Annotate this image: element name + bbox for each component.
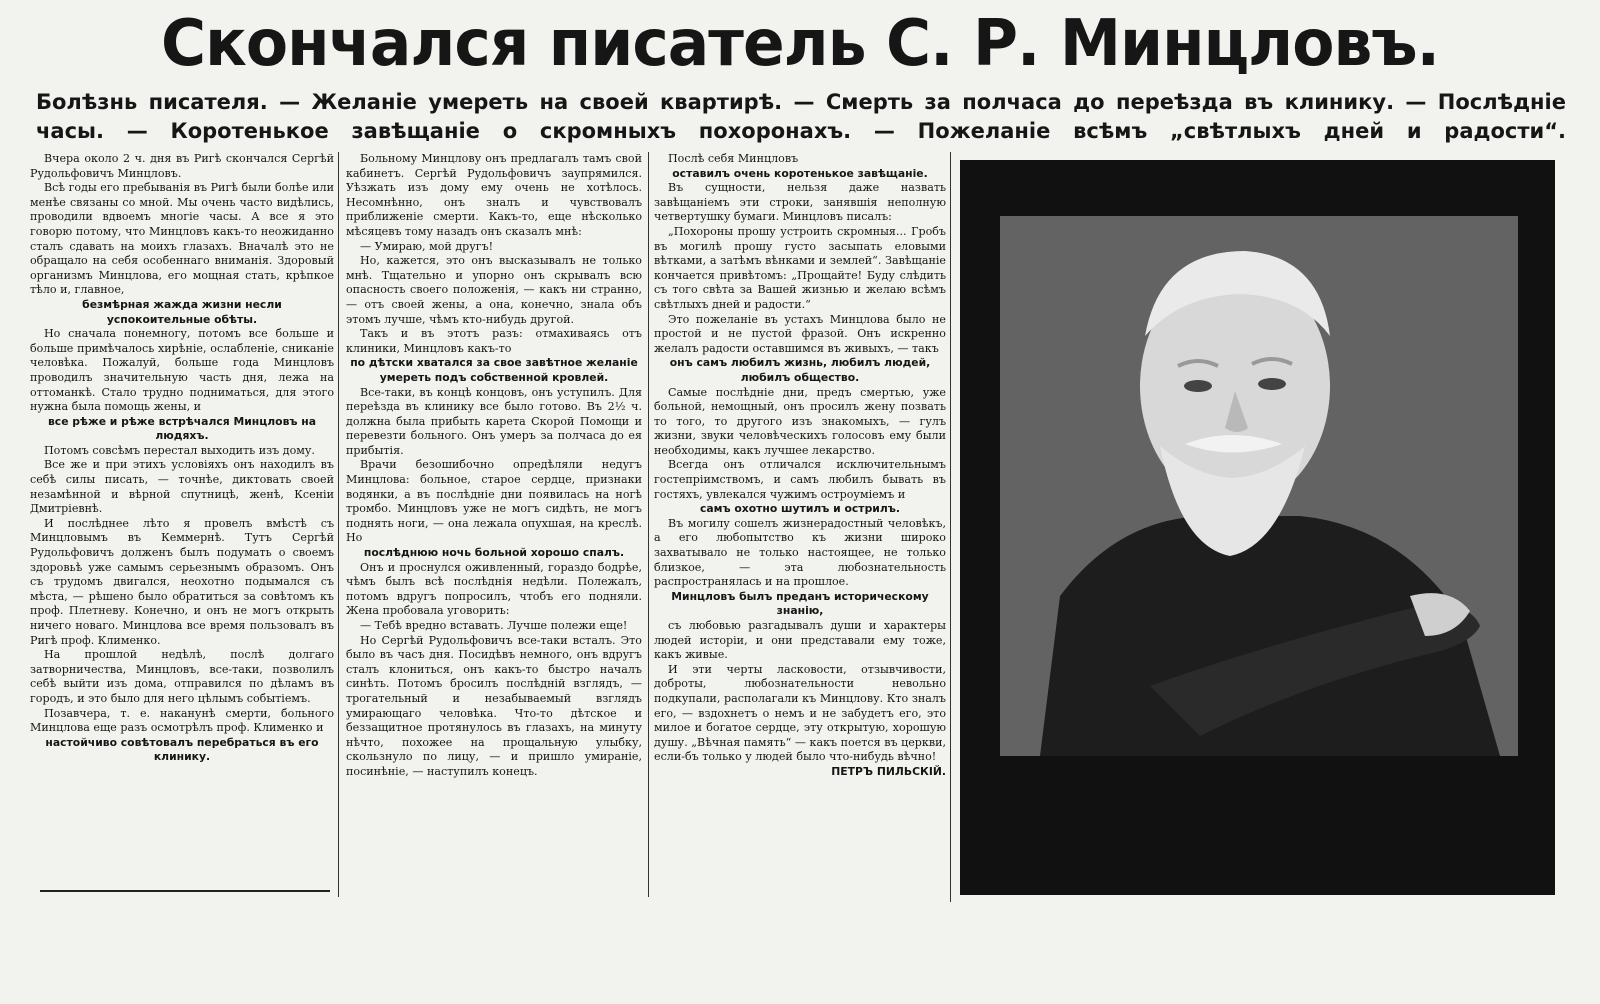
paragraph: Все-таки, въ концѣ концовъ, онъ уступилъ. Для переѣзда въ клинику все было готово. Въ 2½ ч. должна была прибыть карета Скорой Помощи и перевезти больного. Онъ умеръ за полчаса до ея прибытія. (346, 385, 642, 457)
paragraph: На прошлой недѣлѣ, послѣ долгаго затворничества, Минцловъ, все-таки, позволилъ себѣ выйти изъ дома, отправился по дѣламъ въ городъ, и это было для него цѣлымъ событіемъ. (30, 648, 334, 705)
paragraph: Позавчера, т. е. наканунѣ смерти, больного Минцлова еще разъ осмотрѣлъ проф. Клименко и (30, 706, 334, 735)
paragraph: Но Сергѣй Рудольфовичъ все-таки всталъ. Это было въ часъ дня. Посидѣвъ немного, онъ вдругъ сталъ клониться, онъ какъ-то быстро началъ синѣть. Потомъ бросилъ послѣдній взглядъ, — трогательный и незабываемый взглядъ умирающаго человѣка. Что-то дѣтское и беззащитное протянулось въ глазахъ, на минуту нѣчто, похожее на прощальную улыбку, скользнуло по лицу, — и пришло умираніе, посинѣніе, — наступилъ конецъ. (346, 633, 642, 778)
article-column-2 (346, 152, 642, 897)
paragraph: Это пожеланіе въ устахъ Минцлова было не простой и не пустой фразой. Онъ искренно желалъ радости оставшимся въ живыхъ, — такъ (654, 312, 946, 355)
paragraph: съ любовью разгадывалъ души и характеры людей исторіи, и они представали ему тоже, какъ живые. (654, 619, 946, 662)
paragraph: Врачи безошибочно опредѣляли недугъ Минцлова: больное, старое сердце, признаки водянки, а въ послѣдніе дни появилась на ногѣ тромбо. Минцловъ уже не могъ сидѣть, не могъ поднять ноги, — она лежала опухшая, на креслѣ. Но (346, 458, 642, 545)
bold-paragraph: онъ самъ любилъ жизнь, любилъ людей, любилъ общество. (669, 356, 931, 384)
paragraph: Вчера около 2 ч. дня въ Ригѣ скончался Сергѣй Рудольфовичъ Минцловъ. (30, 152, 334, 180)
paragraph: Потомъ совсѣмъ перестал выходить изъ дому. (44, 443, 315, 457)
paragraph: Самые послѣдніе дни, предъ смертью, уже больной, немощный, онъ просилъ жену позвать то того, то другого изъ знакомыхъ, — гулъ жизни, звуки человѣческихъ голосовъ ему были необходимы, какъ лучшее лекарство. (654, 385, 946, 457)
paragraph: Но сначала понемногу, потомъ все больше и больше примѣчалось хирѣніе, ослабленіе, сниканіе человѣка. Пожалуй, больше года Минцловъ проводилъ значительную часть дня, лежа на оттоманкѣ. Стало трудно подниматься, для этого нужна была помощь жены, и (30, 327, 334, 414)
paragraph: И послѣднее лѣто я провелъ вмѣстѣ съ Минцловымъ въ Кеммернѣ. Тутъ Сергѣй Рудольфовичъ долженъ былъ подумать о своемъ здоровьѣ уже самымъ серьезнымъ образомъ. Онъ съ трудомъ двигался, неохотно подымался съ мѣста, — рѣшено было обратиться за совѣтомъ къ проф. Плетневу. Конечно, и онъ не могъ открыть ничего новаго. Минцлова все время пользовалъ въ Ригѣ проф. Клименко. (30, 516, 334, 647)
paragraph: Послѣ себя Минцловъ (668, 152, 799, 165)
bold-paragraph: самъ охотно шутилъ и острилъ. (699, 502, 900, 516)
paragraph: Такъ и въ этотъ разъ: отмахиваясь отъ клиники, Минцловъ какъ-то (346, 327, 642, 355)
portrait-frame (960, 160, 1555, 895)
subheadline: Болѣзнь писателя. — Желаніе умереть на своей квартирѣ. — Смерть за полчаса до переѣзда въ клинику. — Послѣдніе часы. — Коротенькое завѣщаніе о скромныхъ похоронахъ. — Пожеланіе всѣмъ „свѣтлыхъ дней и радости“. (36, 90, 1566, 143)
bold-paragraph: послѣднюю ночь больной хорошо спалъ. (363, 546, 625, 560)
column-divider (338, 152, 339, 897)
bold-paragraph: безмѣрная жажда жизни несли успокоительные обѣты. (82, 297, 282, 326)
paragraph: Больному Минцлову онъ предлагалъ тамъ свой кабинетъ. Сергѣй Рудольфовичъ заупрямился. Уѣзжать изъ дому ему очень не хотѣлось. Несомнѣнно, онъ зналъ и чувствовалъ приближеніе смерти. Какъ-то, еще нѣсколько мѣсяцевъ тому назадъ онъ сказалъ мнѣ: (346, 152, 642, 238)
column-divider (950, 152, 951, 902)
bold-paragraph: Минцловъ былъ преданъ историческому знанію, (671, 589, 929, 618)
paragraph: Все же и при этихъ условіяхъ онъ находилъ въ себѣ силы писать, — точнѣе, диктовать своей незамѣнной и вѣрной спутницѣ, женѣ, Ксеніи Дмитріевнѣ. (30, 458, 334, 516)
headline: Скончался писатель С. Р. Минцловъ. (161, 7, 1439, 81)
bold-paragraph: все рѣже и рѣже встрѣчался Минцловъ на людяхъ. (47, 414, 317, 443)
paragraph: Всегда онъ отличался исключительнымъ гостепріимствомъ, и самъ любилъ бывать въ гостяхъ, увлекался чужимъ остроуміемъ и (654, 458, 946, 501)
paragraph: Всѣ годы его пребыванія въ Ригѣ были болѣе или менѣе связаны со мной. Мы очень часто видѣлись, проводили вдвоемъ многіе часы. А все я это говорю потому, что Минцловъ какъ-то неожиданно сталъ сдавать на моихъ глазахъ. Вначалѣ это не обращало на себя особеннаго вниманія. Здоровый организмъ Минцлова, его мощная стать, крѣпкое тѣло и, главное, (30, 181, 334, 297)
bold-paragraph: оставилъ очень коротенькое завѣщаніе. (672, 166, 928, 180)
paragraph: И эти черты ласковости, отзывчивости, доброты, любознательности невольно подкупали, располагали къ Минцлову. Кто зналъ его, — вздохнетъ о немъ и не забудетъ его, это милое и богатое сердце, эту открытую, хорошую душу. „Вѣчная память“ — какъ поется въ церкви, если-бъ только у людей было что-нибудь вѣчно! (654, 662, 946, 764)
column-divider (648, 152, 649, 897)
paragraph: — Умираю, мой другъ! (360, 239, 494, 253)
article-column-1 (30, 152, 334, 904)
paragraph: „Похороны прошу устроить скромныя... Гробъ въ могилѣ прошу густо засыпать еловыми вѣтками, а затѣмъ вѣнками и землей“. Завѣщаніе кончается привѣтомъ: „Прощайте! Буду слѣдить съ того свѣта за Вашей жизнью и желаю всѣмъ свѣтлыхъ дней и радости.“ (654, 224, 946, 311)
column-end-rule (40, 890, 330, 892)
paragraph: — Тебѣ вредно вставать. Лучше полежи еще! (360, 619, 628, 632)
portrait-illustration (1000, 216, 1518, 756)
paragraph: Въ могилу сошелъ жизнерадостный человѣкъ, а его любопытство къ жизни широко захватывало не только настоящее, не только близкое, — эта любознательность распространялась и на прошлое. (654, 516, 946, 589)
paragraph: Но, кажется, это онъ высказывалъ не только мнѣ. Тщательно и упорно онъ скрывалъ всю опасность своего положенія, — какъ ни странно, — отъ своей жены, а она, конечно, знала объ этомъ лучше, чѣмъ кто-нибудь другой. (346, 254, 642, 326)
article-column-3 (654, 152, 946, 902)
portrait-photo (1000, 216, 1518, 756)
author-byline: ПЕТРЪ ПИЛЬСКІЙ. (831, 764, 946, 778)
paragraph: Въ сущности, нельзя даже назвать завѣщаніемъ эти строки, занявшія неполную четвертушку бумаги. Минцловъ писалъ: (654, 181, 946, 224)
bold-paragraph: настойчиво совѣтовалъ перебраться въ его клинику. (45, 735, 319, 764)
paragraph: Онъ и проснулся оживленный, гораздо бодрѣе, чѣмъ былъ всѣ послѣднія недѣли. Полежалъ, потомъ вдругъ попросилъ, чтобъ его подняли. Жена пробовала уговорить: (346, 560, 642, 618)
bold-paragraph: по дѣтски хватался за свое завѣтное желаніе умереть подъ собственной кровлей. (350, 356, 638, 384)
